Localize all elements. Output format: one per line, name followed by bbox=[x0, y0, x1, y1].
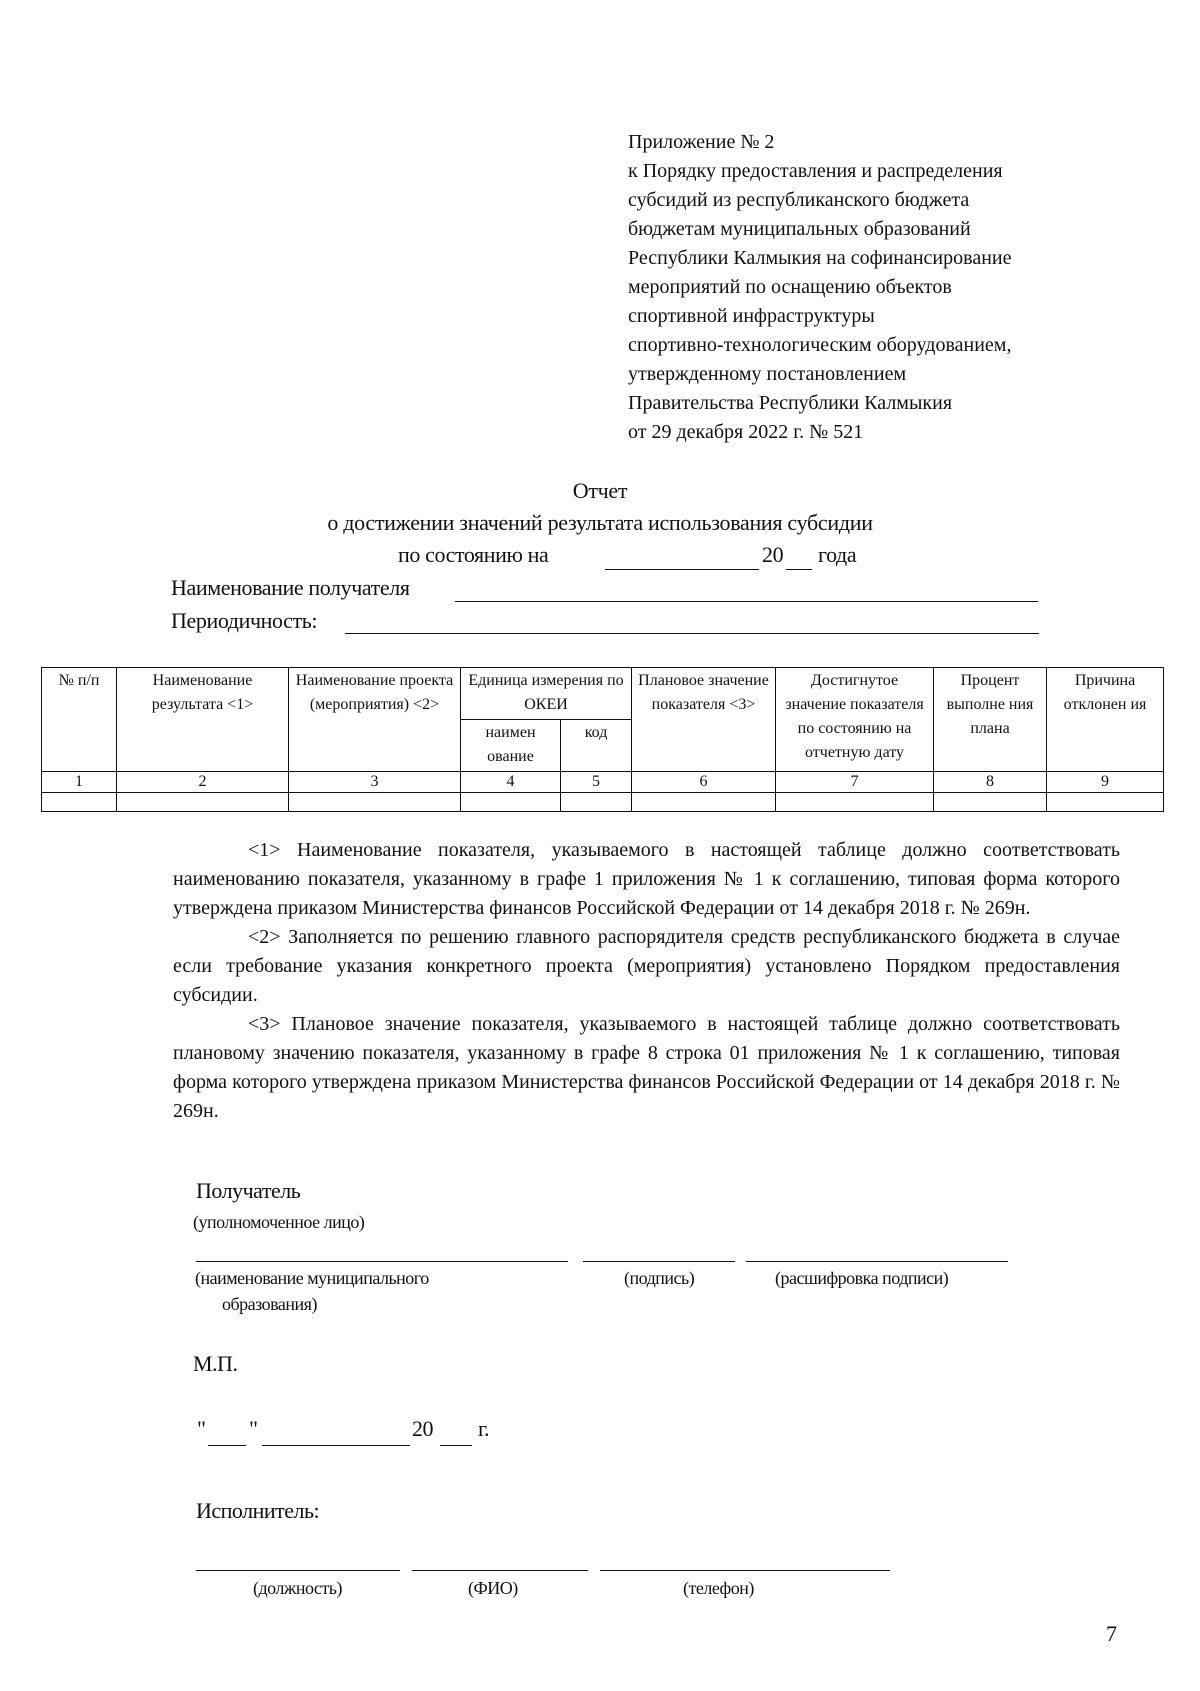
authorized-caption: (уполномоченное лицо) bbox=[193, 1212, 365, 1232]
page-number: 7 bbox=[1106, 1621, 1117, 1646]
appendix-line: субсидий из республиканского бюджета bbox=[628, 189, 970, 211]
column-number: 9 bbox=[1047, 772, 1164, 793]
recipient-label: Наименование получателя bbox=[171, 575, 410, 600]
header-percent: Процент выполне ния плана bbox=[934, 668, 1047, 772]
appendix-line: к Порядку предоставления и распределения bbox=[628, 160, 1003, 182]
column-number: 7 bbox=[776, 772, 934, 793]
empty-cell bbox=[117, 793, 289, 812]
date-year-prefix: 20 bbox=[412, 1416, 433, 1441]
column-number: 1 bbox=[42, 772, 117, 793]
header-reason: Причина отклонен ия bbox=[1047, 668, 1164, 772]
phone-caption: (телефон) bbox=[683, 1578, 754, 1598]
periodicity-label: Периодичность: bbox=[171, 608, 318, 633]
appendix-line: бюджетам муниципальных образований bbox=[628, 218, 971, 240]
municipality-line bbox=[196, 1261, 568, 1262]
appendix-line: Правительства Республики Калмыкия bbox=[628, 392, 953, 414]
report-subtitle: о достижении значений результата использования субсидии bbox=[327, 510, 873, 535]
signature-caption: (подпись) bbox=[624, 1268, 695, 1288]
position-line bbox=[196, 1570, 400, 1571]
column-number: 4 bbox=[461, 772, 561, 793]
appendix-line: мероприятий по оснащению объектов bbox=[628, 276, 952, 298]
column-number: 6 bbox=[632, 772, 776, 793]
header-achieved: Достигнутое значение показателя по состоянию на отчетную дату bbox=[776, 668, 934, 772]
fio-line bbox=[412, 1570, 588, 1571]
header-unit-code: код bbox=[561, 720, 632, 772]
footnotes bbox=[173, 836, 1120, 1126]
municipality-caption-2: образования) bbox=[222, 1294, 317, 1314]
header-project-name: Наименование проекта (мероприятия) <2> bbox=[289, 668, 461, 772]
header-result-name: Наименование результата <1> bbox=[117, 668, 289, 772]
footnote-2: <2> Заполняется по решению главного распорядителя средств республиканского бюджета в случае если требование указания конкретного проекта (мероприятия) установлено Порядком предоставления субсидии. bbox=[173, 926, 1120, 1006]
column-number-row bbox=[42, 772, 1164, 793]
column-number: 3 bbox=[289, 772, 461, 793]
empty-cell bbox=[289, 793, 461, 812]
column-number: 8 bbox=[934, 772, 1047, 793]
date-quote-close: " bbox=[249, 1416, 258, 1441]
header-num: № п/п bbox=[42, 668, 117, 772]
empty-cell bbox=[1047, 793, 1164, 812]
day-blank-line bbox=[208, 1445, 246, 1446]
year-suffix: года bbox=[818, 542, 857, 567]
seal-label: М.П. bbox=[193, 1351, 238, 1376]
appendix-line: спортивной инфраструктуры bbox=[628, 305, 875, 327]
decryption-caption: (расшифровка подписи) bbox=[775, 1268, 949, 1288]
phone-line bbox=[600, 1570, 890, 1571]
appendix-line: спортивно-технологическим оборудованием, bbox=[628, 334, 1012, 356]
empty-cell bbox=[776, 793, 934, 812]
report-title: Отчет bbox=[572, 478, 628, 503]
header-planned: Плановое значение показателя <3> bbox=[632, 668, 776, 772]
executor-heading: Исполнитель: bbox=[196, 1498, 320, 1523]
empty-data-row bbox=[42, 793, 1164, 812]
periodicity-blank-line bbox=[345, 633, 1039, 634]
empty-cell bbox=[934, 793, 1047, 812]
column-number: 5 bbox=[561, 772, 632, 793]
appendix-header bbox=[628, 128, 1011, 447]
date-year-blank-line bbox=[440, 1445, 472, 1446]
empty-cell bbox=[561, 793, 632, 812]
report-table bbox=[41, 667, 1164, 812]
empty-cell bbox=[42, 793, 117, 812]
year-blank-line bbox=[786, 569, 812, 570]
decryption-line bbox=[746, 1261, 1008, 1262]
footnote-3: <3> Плановое значение показателя, указываемого в настоящей таблице должно соответствовать плановому значению показателя, указанному в графе 8 строка 01 приложения № 1 к соглашению, типовая форма которого утверждена приказом Министерства финансов Российской Федерации от 14 декабря 2018 г. № 269н. bbox=[173, 1013, 1120, 1122]
empty-cell bbox=[632, 793, 776, 812]
date-quote-open: " bbox=[197, 1416, 206, 1441]
recipient-blank-line bbox=[455, 601, 1038, 602]
fio-caption: (ФИО) bbox=[468, 1578, 518, 1598]
month-blank-line bbox=[262, 1445, 410, 1446]
column-number: 2 bbox=[117, 772, 289, 793]
recipient-heading: Получатель bbox=[196, 1178, 301, 1203]
appendix-line: утвержденному постановлением bbox=[628, 363, 907, 385]
header-unit: Единица измерения по ОКЕИ bbox=[461, 668, 632, 720]
signature-line bbox=[583, 1261, 735, 1262]
header-unit-name: наимен ование bbox=[461, 720, 561, 772]
appendix-line: от 29 декабря 2022 г. № 521 bbox=[628, 421, 864, 443]
appendix-line: Приложение № 2 bbox=[628, 131, 775, 153]
header-row bbox=[42, 668, 1164, 720]
footnote-1: <1> Наименование показателя, указываемого в настоящей таблице должно соответствовать наименованию показателя, указанному в графе 1 приложения № 1 к соглашению, типовая форма которого утверждена приказом Министерства финансов Российской Федерации от 14 декабря 2018 г. № 269н. bbox=[173, 839, 1120, 919]
date-prefix: по состоянию на bbox=[398, 542, 549, 567]
municipality-caption: (наименование муниципального bbox=[195, 1268, 429, 1288]
empty-cell bbox=[461, 793, 561, 812]
position-caption: (должность) bbox=[253, 1578, 342, 1598]
year-prefix: 20 bbox=[762, 542, 784, 567]
date-blank-line bbox=[605, 569, 759, 570]
date-year-suffix: г. bbox=[478, 1416, 490, 1441]
appendix-line: Республики Калмыкия на софинансирование bbox=[628, 247, 1012, 269]
